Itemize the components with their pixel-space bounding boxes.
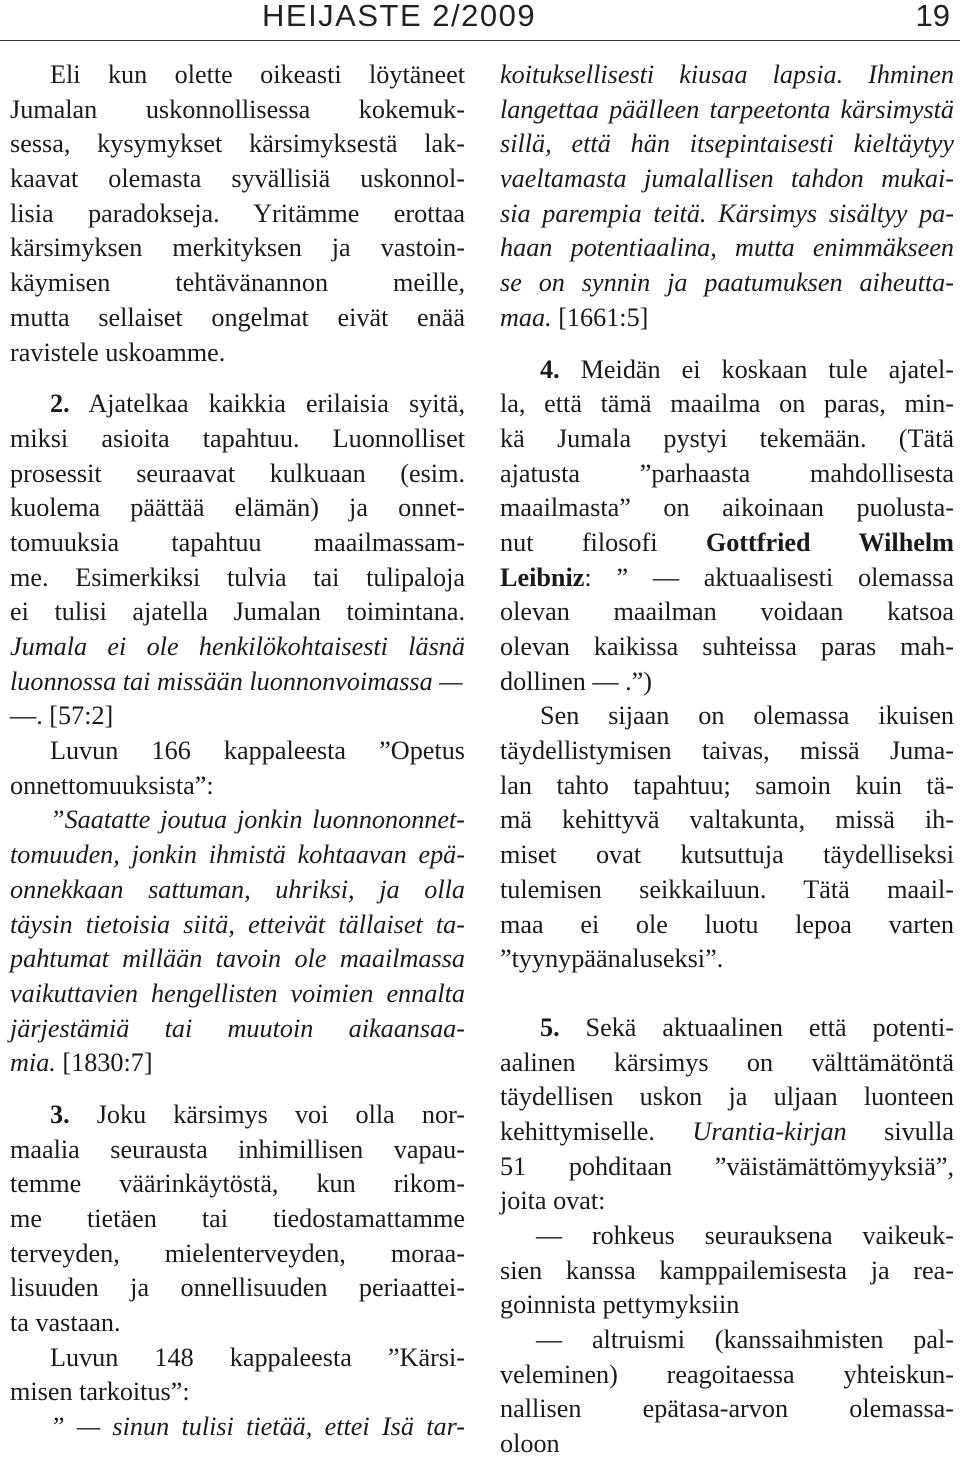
text-line: täydellistymisen taivas, missä Juma- bbox=[500, 736, 954, 766]
text-line: sillä, että hän itsepintaisesti kieltäytyy bbox=[500, 129, 954, 159]
text-line: ” — sinun tulisi tietää, ettei Isä tar- bbox=[50, 1412, 465, 1442]
text-line: se on synnin ja paatumuksen aiheutta- bbox=[500, 268, 954, 298]
page-header bbox=[0, 0, 960, 40]
text-line: ta vastaan. bbox=[10, 1308, 121, 1338]
text-line: miksi asioita tapahtuu. Luonnolliset bbox=[10, 423, 465, 453]
text-line: tomuuksia tapahtuu maailmassam- bbox=[10, 527, 465, 557]
text-line: nut filosofi Gottfried Wilhelm bbox=[500, 527, 954, 557]
text-line: joita ovat: bbox=[500, 1186, 606, 1216]
text-line: vaeltamasta jumalallisen tahdon mukai- bbox=[500, 164, 954, 194]
text-line: me. Esimerkiksi tulvia tai tulipaloja bbox=[10, 562, 465, 592]
text-line: kuolema päättää elämän) ja onnet- bbox=[10, 493, 465, 523]
paragraph-gap bbox=[500, 336, 954, 353]
text-line: Jumala ei ole henkilökohtaisesti läsnä bbox=[10, 632, 465, 661]
text-line: Luvun 166 kappaleesta ”Opetus bbox=[50, 736, 465, 766]
paragraph-gap bbox=[10, 370, 465, 387]
text-line: la, että tämä maailma on paras, min- bbox=[500, 389, 954, 419]
text-line: olevan kaikissa suhteissa paras mah- bbox=[500, 632, 954, 661]
text-line: pahtumat millään tavoin ole maailmassa bbox=[10, 944, 465, 974]
text-line: täysin tietoisia siitä, etteivät tällaiset ta- bbox=[10, 909, 465, 939]
paragraph-gap bbox=[10, 1081, 465, 1098]
text-line: ravistele uskoamme. bbox=[10, 337, 226, 367]
text-line: kärsimyksen merkityksen ja vastoin- bbox=[10, 233, 465, 263]
left-column bbox=[10, 58, 465, 1445]
text-line: kaavat olemasta syvällisiä uskonnol- bbox=[10, 164, 465, 194]
text-line: langettaa päälleen tarpeetonta kärsimystä bbox=[500, 94, 954, 124]
text-line: tomuuden, jonkin ihmistä kohtaavan epä- bbox=[10, 840, 465, 870]
text-line: 5. Sekä aktuaalinen että potenti- bbox=[540, 1012, 954, 1042]
text-line: vaikuttavien hengellisten voimien ennalta bbox=[10, 978, 465, 1008]
text-line: misen tarkoitus”: bbox=[10, 1377, 190, 1407]
text-line: mia. [1830:7] bbox=[10, 1048, 153, 1078]
text-line: Sen sijaan on olemassa ikuisen bbox=[540, 701, 954, 731]
text-line: 51 pohditaan ”väistämättömyyksiä”, bbox=[500, 1151, 954, 1181]
text-line: kehittymiselle. Urantia-kirjan sivulla bbox=[500, 1116, 954, 1146]
text-line: me tietäen tai tiedostamattamme bbox=[10, 1204, 465, 1233]
text-line: 4. Meidän ei koskaan tule ajatel- bbox=[540, 354, 954, 384]
text-line: haan potentiaalina, mutta enimmäkseen bbox=[500, 233, 954, 263]
text-line: ”tyynypäänaluseksi”. bbox=[500, 944, 724, 974]
text-line: koituksellisesti kiusaa lapsia. Ihminen bbox=[500, 60, 954, 89]
text-line: maa. [1661:5] bbox=[500, 302, 649, 332]
text-line: ajatusta ”parhaasta mahdollisesta bbox=[500, 458, 954, 488]
text-line: järjestämiä tai muutoin aikaansaa- bbox=[10, 1013, 465, 1043]
text-line: tulemisen seikkailuun. Tätä maail- bbox=[500, 874, 954, 904]
text-line: lisuuden ja onnellisuuden periaattei- bbox=[10, 1273, 465, 1303]
text-line: — rohkeus seurauksena vaikeuk- bbox=[536, 1221, 954, 1250]
text-line: täydellisen uskon ja uljaan luonteen bbox=[500, 1082, 954, 1112]
text-line: Jumalan uskonnollisessa kokemuk- bbox=[10, 94, 465, 124]
text-line: maalia seurausta inhimillisen vapau- bbox=[10, 1134, 465, 1164]
text-line: prosessit seuraavat kulkuaan (esim. bbox=[10, 458, 465, 488]
paragraph-gap bbox=[500, 977, 954, 994]
text-line: olevan maailman voidaan katsoa bbox=[500, 597, 954, 627]
text-line: mä kehittyvä valtakunta, missä ih- bbox=[500, 805, 954, 835]
page-number: 19 bbox=[915, 0, 950, 33]
text-line: Luvun 148 kappaleesta ”Kärsi- bbox=[50, 1342, 465, 1372]
text-line: — altruismi (kanssaihmisten pal- bbox=[536, 1325, 954, 1355]
text-line: 2. Ajatelkaa kaikkia erilaisia syitä, bbox=[50, 389, 465, 419]
text-line: maailmasta” on aikoinaan puolusta- bbox=[500, 493, 954, 523]
text-line: käymisen tehtävänannon meille, bbox=[10, 268, 465, 298]
text-line: —. [57:2] bbox=[10, 701, 114, 731]
text-line: dollinen — .”) bbox=[500, 666, 652, 696]
text-line: sia parempia teitä. Kärsimys sisältyy pa- bbox=[500, 198, 954, 228]
text-line: onnekkaan sattuman, uhriksi, ja olla bbox=[10, 874, 465, 904]
text-line: ”Saatatte joutua jonkin luonnononnet- bbox=[50, 805, 465, 835]
text-line: 3. Joku kärsimys voi olla nor- bbox=[50, 1099, 465, 1129]
right-column bbox=[500, 58, 954, 1462]
text-line: luonnossa tai missään luonnonvoimassa — bbox=[10, 666, 463, 696]
text-line: kä Jumala pystyi tekemään. (Tätä bbox=[500, 423, 954, 453]
text-line: veleminen) reagoitaessa yhteiskun- bbox=[500, 1359, 954, 1389]
text-line: nallisen epätasa-arvon olemassa- bbox=[500, 1394, 954, 1424]
text-line: goinnista pettymyksiin bbox=[500, 1290, 740, 1320]
text-line: lisia paradokseja. Yritämme erottaa bbox=[10, 198, 465, 228]
text-line: Leibniz: ” — aktuaalisesti olemassa bbox=[500, 562, 954, 592]
paragraph-gap bbox=[500, 994, 954, 1011]
text-line: ei tulisi ajatella Jumalan toimintana. bbox=[10, 597, 465, 627]
text-line: miset ovat kutsuttuja täydelliseksi bbox=[500, 840, 954, 870]
journal-title: HEIJASTE 2/2009 bbox=[262, 0, 537, 33]
text-line: sessa, kysymykset kärsimyksestä lak- bbox=[10, 129, 465, 159]
text-line: aalinen kärsimys on välttämätöntä bbox=[500, 1047, 954, 1077]
text-line: oloon bbox=[500, 1429, 560, 1459]
text-line: mutta sellaiset ongelmat eivät enää bbox=[10, 302, 465, 332]
text-line: temme väärinkäytöstä, kun rikom- bbox=[10, 1169, 465, 1199]
text-line: onnettomuuksista”: bbox=[10, 770, 214, 800]
text-line: maa ei ole luotu lepoa varten bbox=[500, 909, 954, 939]
text-line: lan tahto tapahtuu; samoin kuin tä- bbox=[500, 770, 954, 800]
text-line: Eli kun olette oikeasti löytäneet bbox=[50, 60, 465, 89]
text-line: sien kanssa kamppailemisesta ja rea- bbox=[500, 1255, 954, 1285]
text-line: terveyden, mielenterveyden, moraa- bbox=[10, 1238, 465, 1268]
header-rule bbox=[0, 40, 960, 41]
